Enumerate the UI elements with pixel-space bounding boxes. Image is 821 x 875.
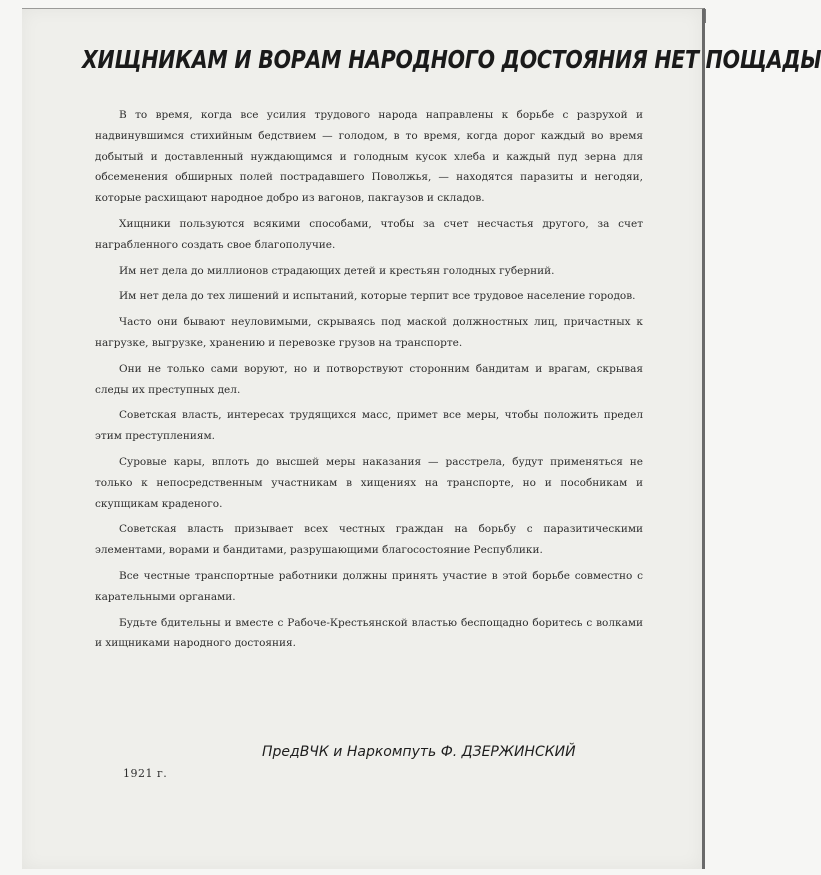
paragraph: Они не только сами воруют, но и потворствуют сторонним бандитам и врагам, скрывая следы их преступных дел. [95,362,643,396]
paragraph: Будьте бдительны и вместе с Рабоче-Крестьянской властью беспощадно боритесь с волками и хищниками народного достояния. [95,616,643,650]
paragraph: Хищники пользуются всякими способами, чтобы за счет несчастья другого, за счет награбленного создать свое благополучие. [95,217,643,251]
document-page [22,8,821,869]
document-body [95,105,643,659]
paragraph: В то время, когда все усилия трудового народа направлены к борьбе с разрухой и надвинувшимся стихийным бедствием — голодом, в то время, когда дорог каждый во время добытый и доставленный нуждающимся и голодным кусок хлеба и каждый пуд зерна для обсеменения обширных полей пострадавшего Поволжья, — находятся паразиты и негодяи, которые расхищают народное добро из вагонов, пакгаузов и складов. [95,109,643,205]
paragraph: Советская власть призывает всех честных граждан на борьбу с паразитическими элементами, ворами и бандитами, разрушающими благосостояние Республики. [95,523,643,557]
paragraph: Советская власть, интересах трудящихся масс, примет все меры, чтобы положить предел этим преступлениям. [95,409,643,443]
scan-edge-mark [705,9,710,23]
document-date: 1921 г. [123,767,168,780]
paragraph: Суровые кары, вплоть до высшей меры наказания — расстрела, будут применяться не только к непосредственным участникам в хищениях на транспорте, но и пособникам и скупщикам краденого. [95,455,643,510]
signature: ПредВЧК и Наркомпуть Ф. ДЗЕРЖИНСКИЙ [262,744,576,760]
document-title: ХИЩНИКАМ И ВОРАМ НАРОДНОГО ДОСТОЯНИЯ НЕТ ПОЩАДЫ [82,45,821,74]
paragraph: Им нет дела до тех лишений и испытаний, которые терпит все трудовое население городов. [119,290,636,303]
paragraph: Часто они бывают неуловимыми, скрываясь под маской должностных лиц, причастных к нагрузке, выгрузке, хранению и перевозке грузов на транспорте. [95,316,643,349]
paragraph: Все честные транспортные работники должны принять участие в этой борьбе совместно с карательными органами. [95,569,643,603]
paragraph: Им нет дела до миллионов страдающих детей и крестьян голодных губерний. [119,264,555,277]
